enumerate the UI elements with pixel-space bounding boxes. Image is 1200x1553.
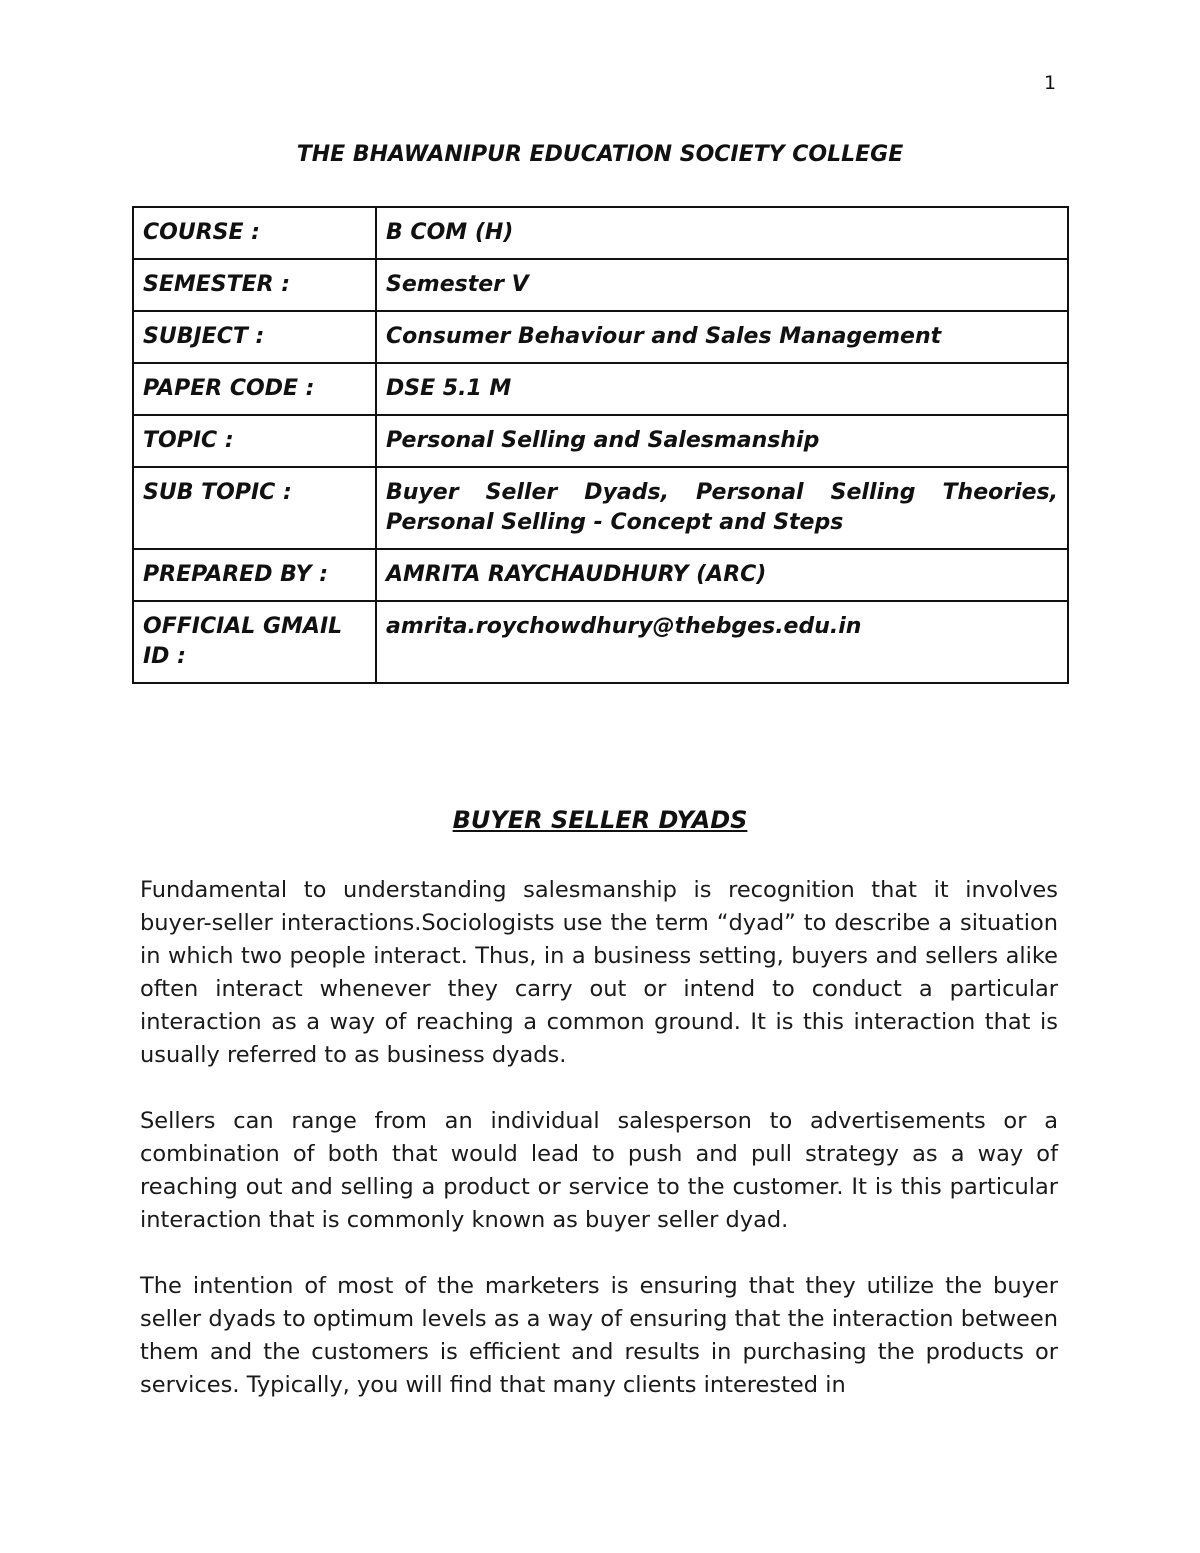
paper-code-label: PAPER CODE : — [133, 363, 376, 415]
body-paragraph: The intention of most of the marketers is ensuring that they utilize the buyer seller dyads to optimum levels as a way of ensuring that the interaction between them and the customers is efficient and results in purchasing the products or services. Typically, you will find that many clients interested in — [140, 1273, 1058, 1398]
topic-label: TOPIC : — [133, 415, 376, 467]
page-number: 1 — [1044, 72, 1057, 94]
course-info-table — [132, 206, 1069, 684]
topic-value: Personal Selling and Salesmanship — [376, 415, 1068, 467]
prepared-by-value: AMRITA RAYCHAUDHURY (ARC) — [376, 549, 1068, 601]
table-row-course — [133, 207, 1068, 259]
table-row-official-gmail — [133, 601, 1068, 683]
official-gmail-label: OFFICIAL GMAIL ID : — [133, 601, 376, 683]
sub-topic-label: SUB TOPIC : — [133, 467, 376, 549]
paper-code-value: DSE 5.1 M — [376, 363, 1068, 415]
semester-label: SEMESTER : — [133, 259, 376, 311]
sub-topic-value: Buyer Seller Dyads, Personal Selling Theories, Personal Selling - Concept and Steps — [376, 467, 1068, 549]
body-paragraph: Fundamental to understanding salesmanship is recognition that it involves buyer-seller interactions.Sociologists use the term “dyad” to describe a situation in which two people interact. Thus, in a business setting, buyers and sellers alike often interact whenever they carry out or intend to conduct a particular interaction as a way of reaching a common ground. It is this interaction that is usually referred to as business dyads. — [140, 877, 1058, 1068]
college-title: THE BHAWANIPUR EDUCATION SOCIETY COLLEGE — [296, 142, 904, 167]
course-label: COURSE : — [133, 207, 376, 259]
section-heading: BUYER SELLER DYADS — [452, 806, 748, 834]
table-row-topic — [133, 415, 1068, 467]
prepared-by-label: PREPARED BY : — [133, 549, 376, 601]
official-gmail-value: amrita.roychowdhury@thebges.edu.in — [376, 601, 1068, 683]
table-row-paper-code — [133, 363, 1068, 415]
body-paragraph: Sellers can range from an individual salesperson to advertisements or a combination of both that would lead to push and pull strategy as a way of reaching out and selling a product or service to the customer. It is this particular interaction that is commonly known as buyer seller dyad. — [140, 1108, 1058, 1233]
semester-value: Semester V — [376, 259, 1068, 311]
subject-value: Consumer Behaviour and Sales Management — [376, 311, 1068, 363]
table-row-sub-topic — [133, 467, 1068, 549]
table-row-semester — [133, 259, 1068, 311]
table-row-subject — [133, 311, 1068, 363]
subject-label: SUBJECT : — [133, 311, 376, 363]
table-row-prepared-by — [133, 549, 1068, 601]
course-value: B COM (H) — [376, 207, 1068, 259]
